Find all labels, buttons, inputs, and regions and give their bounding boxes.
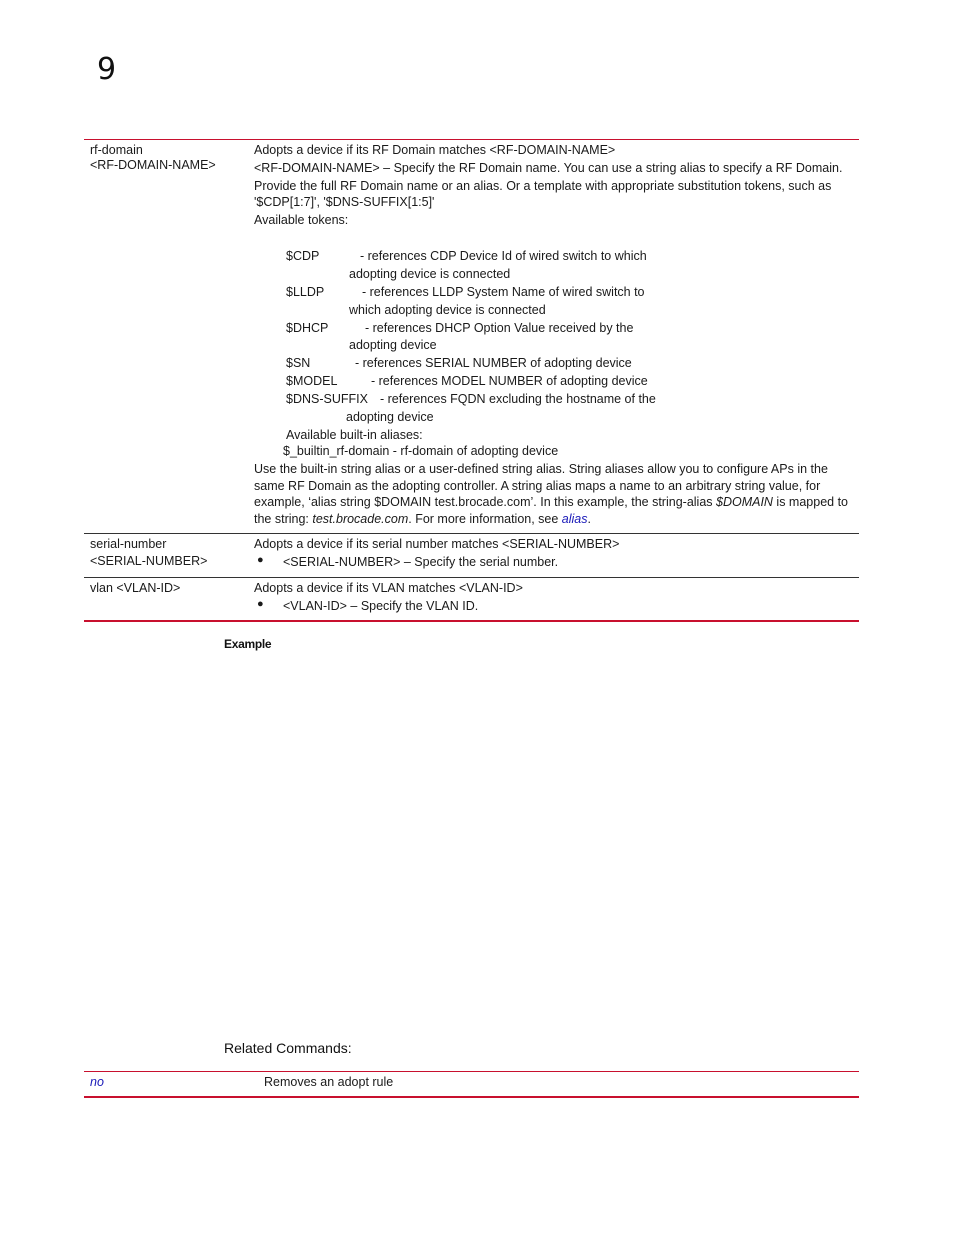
token-desc: - references DHCP Option Value received by the xyxy=(365,321,634,335)
token-name: $MODEL xyxy=(286,374,338,388)
related-command-desc: Removes an adopt rule xyxy=(264,1075,394,1089)
alias-value-em: test.brocade.com xyxy=(312,512,409,526)
desc-line: Adopts a device if its VLAN matches <VLAN-ID> xyxy=(254,581,523,595)
desc-line: Adopts a device if its serial number matches <SERIAL-NUMBER> xyxy=(254,537,620,551)
related-command-no-link[interactable]: no xyxy=(90,1075,104,1089)
related-top-rule xyxy=(84,1071,859,1072)
token-desc: - references FQDN excluding the hostname of the xyxy=(380,392,656,406)
builtin-item: $_builtin_rf-domain - rf-domain of adopting device xyxy=(283,444,559,458)
desc-line: '$CDP[1:7]', '$DNS-SUFFIX[1:5]' xyxy=(254,195,435,209)
alias-text: example, ‘alias string $DOMAIN test.brocade.com’. In this example, the string-alias xyxy=(254,495,716,509)
token-name: $DNS-SUFFIX xyxy=(286,392,368,406)
token-name: $SN xyxy=(286,356,311,370)
alias-text: is mapped to xyxy=(772,495,848,509)
token-desc-cont: adopting device is connected xyxy=(349,267,511,281)
alias-line xyxy=(254,511,591,528)
alias-line: same RF Domain as the adopting controller. A string alias maps a name to an arbitrary string value, for xyxy=(254,479,821,493)
bullet-icon: ● xyxy=(257,598,264,610)
desc-line: <RF-DOMAIN-NAME> – Specify the RF Domain name. You can use a string alias to specify a RF Domain. xyxy=(254,161,843,175)
alias-text: . xyxy=(587,512,591,526)
table-top-rule xyxy=(84,139,859,140)
desc-line: Available tokens: xyxy=(254,213,349,227)
token-desc: - references CDP Device Id of wired switch to which xyxy=(360,249,647,263)
alias-line: Use the built-in string alias or a user-defined string alias. String aliases allow you to configure APs in the xyxy=(254,462,828,476)
token-name: $LLDP xyxy=(286,285,325,299)
param-serial-number-arg: <SERIAL-NUMBER> xyxy=(90,554,208,568)
alias-domain-em: $DOMAIN xyxy=(716,495,773,509)
param-serial-number: serial-number xyxy=(90,537,167,551)
builtin-label: Available built-in aliases: xyxy=(286,428,423,442)
alias-line xyxy=(254,494,848,511)
row-divider xyxy=(84,533,859,534)
desc-line: Provide the full RF Domain name or an alias. Or a template with appropriate substitution tokens, such as xyxy=(254,179,832,193)
bullet-text: <SERIAL-NUMBER> – Specify the serial number. xyxy=(283,555,559,569)
row-divider xyxy=(84,577,859,578)
token-name: $CDP xyxy=(286,249,320,263)
token-desc: - references SERIAL NUMBER of adopting device xyxy=(355,356,632,370)
alias-link[interactable]: alias xyxy=(561,512,588,526)
token-name: $DHCP xyxy=(286,321,329,335)
param-rf-domain: rf-domain xyxy=(90,143,143,157)
related-bottom-rule xyxy=(84,1096,859,1098)
example-heading: Example xyxy=(224,637,272,651)
desc-line: Adopts a device if its RF Domain matches <RF-DOMAIN-NAME> xyxy=(254,143,616,157)
token-desc: - references MODEL NUMBER of adopting device xyxy=(371,374,648,388)
bullet-text: <VLAN-ID> – Specify the VLAN ID. xyxy=(283,599,479,613)
bullet-icon: ● xyxy=(257,554,264,566)
token-desc: - references LLDP System Name of wired switch to xyxy=(362,285,645,299)
token-desc-cont: adopting device xyxy=(349,338,437,352)
chapter-number: 9 xyxy=(97,52,117,87)
param-rf-domain-arg: <RF-DOMAIN-NAME> xyxy=(90,158,216,172)
alias-text: . For more information, see xyxy=(408,512,562,526)
related-commands-heading: Related Commands: xyxy=(224,1040,352,1056)
param-vlan: vlan <VLAN-ID> xyxy=(90,581,181,595)
token-desc-cont: adopting device xyxy=(346,410,434,424)
alias-text: the string: xyxy=(254,512,313,526)
table-bottom-rule xyxy=(84,620,859,622)
token-desc-cont: which adopting device is connected xyxy=(349,303,546,317)
